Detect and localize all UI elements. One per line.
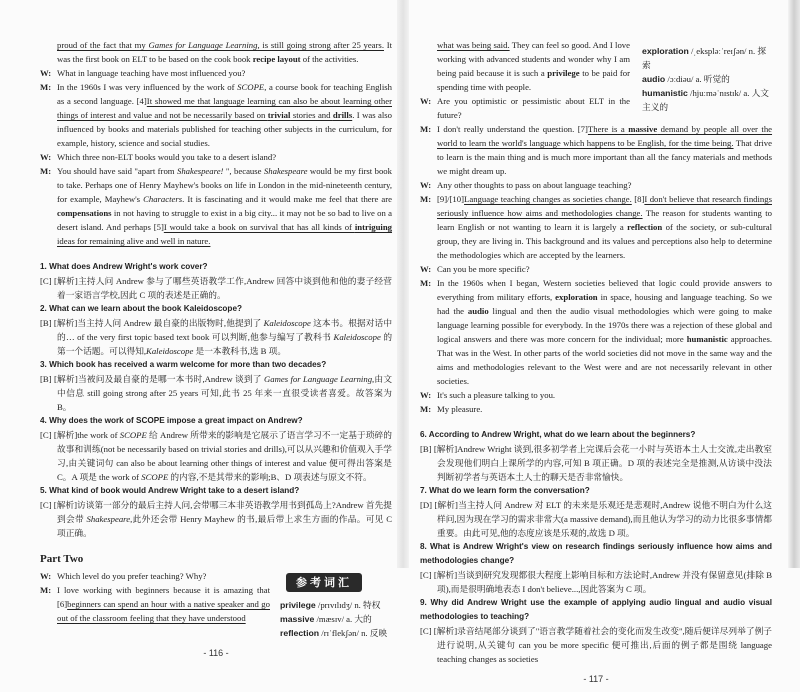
vocab-definition: /ɔːdiəu/ a. 听觉的 [665, 74, 730, 84]
text-run: SCOPE [119, 430, 147, 440]
question: 1. What does Andrew Wright's work cover? [40, 262, 208, 271]
question: 2. What can we learn about the book Kaleidoscope? [40, 304, 242, 313]
text-run: SCOPE [141, 472, 169, 482]
vocab-word: reflection [280, 628, 320, 638]
dialogue-turn [420, 388, 772, 402]
text-run: Are you optimistic or pessimistic about ELT in the future? [437, 96, 630, 120]
text-run: , a course book for teaching English as a second language. [4] [57, 82, 392, 106]
right-questions [420, 428, 772, 666]
left-questions [40, 260, 392, 540]
text-run: massive [628, 124, 658, 134]
vocab-entry [280, 626, 392, 640]
question: 5. What kind of book would Andrew Wright take to a desert island? [40, 486, 300, 495]
text-run: [9]/[10] [437, 194, 465, 204]
text-run: Can you be more specific? [437, 264, 530, 274]
text-run: I would take a book on survival that has all kinds of [163, 222, 355, 232]
dialogue-turn [420, 262, 772, 276]
speaker-label: W: [420, 264, 432, 274]
text-run: 给 Andrew 所带来的影响是它展示了语言学习不一定基于琐碎的故事和训练(not be necessarily based on trivial stories and drills),可以从兴趣和价值观入手学习,由关键词句 can also be about learning other things of interest and value 便可得出答案是 C。A 项是 the work of [57, 430, 392, 482]
vocab-title-badge: 参考词汇 [286, 573, 362, 592]
text-run: Games for Language Learning [148, 40, 258, 50]
text-run: [B] [解析]当主持人问 Andrew 最自豪的出版物时,他提到了 [40, 318, 264, 328]
speaker-label: M: [420, 278, 432, 288]
text-run: [C] [解析]当谈到研究发现都很大程度上影响目标和方法论时,Andrew 并没有保留意见(排除 B 项),而是很明确地表态 I don't believe...,因此答案为 C 项。 [420, 570, 772, 594]
page-number-right: - 117 - [583, 674, 609, 684]
part-two-heading: Part Two [40, 553, 84, 565]
dialogue-turn [40, 569, 392, 583]
dialogue-turn [420, 38, 772, 94]
dialogue-turn [40, 66, 392, 80]
text-run: [B] [解析]Andrew Wright 谈到,很多初学者上完课后会花一小时与英语本土人士交流,走出教室会发现他们明白上课所学的内容,可知 B 项正确。D 项的表述完全是推测,从访谈中没法判断初学者与英语本土人士的聊天是否非常愉快。 [420, 444, 772, 482]
question: 7. What do we learn form the conversation? [420, 486, 590, 495]
answer-explanation [40, 316, 392, 358]
dialogue-turn [420, 122, 772, 178]
text-run: Kaleidoscope [263, 318, 311, 328]
text-run: exploration [555, 292, 598, 302]
speaker-label: M: [40, 166, 52, 176]
text-run: reflection [627, 222, 663, 232]
text-run: You should have said "apart from [57, 166, 177, 176]
right-dialogue-wrap [420, 38, 772, 416]
text-run: , is still going strong after 25 years. [257, 40, 384, 50]
text-run: Kaleidoscope [146, 346, 194, 356]
speaker-label: W: [40, 68, 52, 78]
text-run: There is a [587, 124, 629, 134]
answer-explanation [420, 624, 772, 666]
left-page [40, 38, 392, 666]
vocab-word: privilege [280, 600, 316, 610]
text-run: privilege [547, 68, 580, 78]
text-run: 的内容,不是其带来的影响;B、D 项表述与原文不符。 [168, 472, 372, 482]
text-run: compensations [57, 208, 112, 218]
text-run: [C] [解析]主持人问 Andrew 参与了哪些英语教学工作,Andrew 回答中谈到他和他的妻子经营着一家语言学校,因此 C 项的表述是正确的。 [40, 276, 392, 300]
page-number-left: - 116 - [203, 648, 229, 658]
text-run: Shakespeare [263, 166, 308, 176]
speaker-label: W: [40, 571, 52, 581]
text-run: ,由文中信息 still going strong after 25 years 可知,此书 25 年来一直很受读者喜爱。故答案为 B。 [57, 374, 393, 412]
vocab-definition: /ˌekspləːˈreɪʃən/ n. 探索 [642, 46, 767, 70]
text-run: to be paid for spending time with people. [437, 68, 631, 92]
page-edge-shadow [788, 0, 800, 568]
dialogue-turn [40, 150, 392, 164]
question: 8. What is Andrew Wright's view on research findings seriously influence how aims and methodologies change? [420, 542, 772, 565]
speaker-label: M: [40, 82, 52, 92]
speaker-label: W: [420, 96, 432, 106]
text-run: of the activities. [300, 54, 359, 64]
text-run: ideas for remaining alive and well in nature. [57, 236, 211, 246]
answer-explanation [40, 428, 392, 484]
text-run: 的第一个话题。可以得知, [57, 332, 393, 356]
right-dialogue [420, 38, 772, 416]
speaker-label: W: [420, 390, 432, 400]
text-run: That drive to learn is the main thing and is much more important than all the fancy materials and methods we might dream up. [437, 138, 772, 176]
text-run: It showed me that language learning can also be about learning other things of interest and value and not be necessarily based on [57, 96, 392, 120]
text-run: Games for Language Learning [264, 374, 373, 384]
right-page [420, 38, 772, 692]
text-run: Which three non-ELT books would you take to a desert island? [57, 152, 277, 162]
text-run: humanistic [686, 334, 728, 344]
answer-explanation [40, 274, 392, 302]
text-run: Kaleidoscope [333, 332, 381, 342]
text-run: [C] [解析]录音结尾部分谈到了"语言教学随着社会的变化而发生改变",随后便详尽列举了例子进行说明,从关键句 can you be more specific 便可推出,后面的例子都是围绕 language teaching changes as societies [420, 626, 772, 664]
answer-explanation [420, 568, 772, 596]
text-run: demand by people all over the world to learn the world's language which happens to be English, for the time being. [437, 124, 773, 148]
text-run: What in language teaching have most influenced you? [57, 68, 246, 78]
text-run: It's such a pleasure talking to you. [437, 390, 556, 400]
text-run: [C] [解析]the work of [40, 430, 120, 440]
text-run: trivial [267, 110, 291, 120]
text-run: drills [332, 110, 353, 120]
dialogue-turn [40, 583, 392, 625]
dialogue-turn [420, 94, 772, 122]
speaker-label: W: [420, 180, 432, 190]
answer-explanation [40, 498, 392, 540]
answer-explanation [420, 498, 772, 540]
text-run: I love working with beginners because it is amazing that [6] [57, 585, 270, 609]
text-run: Characters [143, 194, 183, 204]
text-run: . It is fascinating and it would make me feel that there are [182, 194, 392, 204]
book-gutter [397, 0, 409, 568]
text-run: what was being said. [437, 40, 510, 50]
vocab-word: exploration [642, 46, 689, 56]
vocab-word: audio [642, 74, 666, 84]
text-run: in not having to struggle to exist in a big city... it may not be so bad to live on a desert island. And perhaps [5] [57, 208, 392, 232]
text-run: recipe layout [252, 54, 301, 64]
left-dialogue [40, 38, 392, 248]
text-run: They can feel so good. And I love working with advanced students and wonder why I am being paid because it is such a [437, 40, 630, 78]
question: 4. Why does the work of SCOPE impose a great impact on Andrew? [40, 416, 303, 425]
vocab-definition: /mæsɪv/ a. 大的 [314, 614, 372, 624]
dialogue-turn [40, 80, 392, 150]
text-run: [C] [解析]访谈第一部分的最后主持人问,会带哪三本非英语教学用书到孤岛上?Andrew 首先提到会带 [40, 500, 392, 524]
text-run: approaches. That was in the West. In other parts of the world societies did not move in the same way and the aims and methodologies relevant to the West were and are not necessarily relevant in other societies. [437, 334, 773, 386]
text-run: It was the first book on ELT to be based on the cook book [57, 40, 393, 64]
text-run: would be my first book to take. Perhaps one of Henry Mayhew's books on life in London in the mid-nineteenth century, for example, Mayhew's [57, 166, 392, 204]
text-run: stories and [290, 110, 333, 120]
text-run: In the 1960s I was very influenced by the work of [57, 82, 238, 92]
dialogue-turn [420, 402, 772, 416]
answer-explanation [40, 372, 392, 414]
text-run: beginners can spend an hour with a native speaker and go out of the classroom feeling that they have understood [57, 599, 270, 623]
text-run: [D] [解析]当主持人问 Andrew 对 ELT 的未来是乐观还是悲观时,Andrew 说他不明白为什么这样问,因为现在学习的需求非常大(a massive demand),而且他认为学习的动力比很多事情都重要。由此可见,他的态度应该是乐观的,故选 D 项。 [420, 500, 772, 538]
spacer [40, 248, 392, 260]
text-run: audio [467, 306, 489, 316]
vocab-word: humanistic [642, 88, 688, 98]
speaker-label: M: [40, 585, 52, 595]
text-run: 是一本教科书,选 B 项。 [193, 346, 287, 356]
vocab-word: massive [280, 614, 315, 624]
question: 9. Why did Andrew Wright use the example of applying audio lingual and audio visual methodologies to teaching? [420, 598, 772, 621]
text-run: Shakespeare [86, 514, 131, 524]
part-two [40, 569, 392, 638]
dialogue-turn [420, 276, 772, 388]
text-run: My pleasure. [437, 404, 483, 414]
part-two-dialogue [40, 569, 392, 625]
vocab-definition: /rɪˈflekʃən/ n. 反映 [319, 628, 388, 638]
dialogue-turn [420, 178, 772, 192]
text-run: SCOPE [237, 82, 265, 92]
dialogue-turn [40, 38, 392, 66]
vocab-definition: /prɪvɪlɪdʒ/ n. 特权 [315, 600, 381, 610]
question: 6. According to Andrew Wright, what do we learn about the beginners? [420, 430, 696, 439]
text-run: ,此外还会带 Henry Mayhew 的书,最后带上求生方面的作品。可见 C 项正确。 [57, 514, 392, 538]
text-run: Language teaching changes as societies change. [464, 194, 632, 204]
text-run: of the society, or sub-cultural group, they are living in. This background and its values and perceptions also help to determine the methodologies which are accepted by the learners. [437, 222, 772, 260]
text-run: [8] [631, 194, 645, 204]
vocab-definition: /hjuːməˈnɪstɪk/ a. 人文主义的 [642, 88, 769, 112]
text-run: I don't really understand the question. [7] [437, 124, 588, 134]
text-run: In the 1960s when I began, Western societies believed that logic could provide answers to everything from military efforts, [437, 278, 772, 302]
answer-explanation [420, 442, 772, 484]
text-run: ", because [223, 166, 264, 176]
text-run: 这本书。根据对话中的… of the very first topic based text book 可以判断,他参与编写了教科书 [57, 318, 393, 342]
spacer [420, 416, 772, 428]
speaker-label: W: [40, 152, 52, 162]
text-run: Any other thoughts to pass on about language teaching? [437, 180, 632, 190]
speaker-label: M: [420, 124, 432, 134]
text-run: intriguing [354, 222, 393, 232]
text-run: lingual and then the audio visual methodologies which were going to make language learning possible for everybody. In the 1970s there was a rejection of these global and logical answers and there was more concern for the individual; more [437, 306, 772, 344]
dialogue-turn [40, 164, 392, 248]
text-run: [B] [解析]当被问及最自豪的是哪一本书时,Andrew 谈到了 [40, 374, 265, 384]
speaker-label: M: [420, 404, 432, 414]
dialogue-turn [420, 192, 772, 262]
text-run: proud of the fact that my [57, 40, 149, 50]
question: 3. Which book has received a warm welcome for more than two decades? [40, 360, 327, 369]
text-run: I don't believe that research findings seriously influence how aims and methodologies change. [437, 194, 772, 218]
text-run: The reason for students wanting to learn English or not wanting to learn it is largely a [437, 208, 772, 232]
text-run: in space, housing and language teaching. So we had the [437, 292, 773, 316]
text-run: . I was also influenced by books and materials published for teaching other subjects in the curriculum, for example, history, science and social studies. [57, 110, 393, 148]
text-run: Shakespeare! [176, 166, 224, 176]
text-run: Which level do you prefer teaching? Why? [57, 571, 207, 581]
spacer [40, 540, 392, 552]
speaker-label: M: [420, 194, 432, 204]
